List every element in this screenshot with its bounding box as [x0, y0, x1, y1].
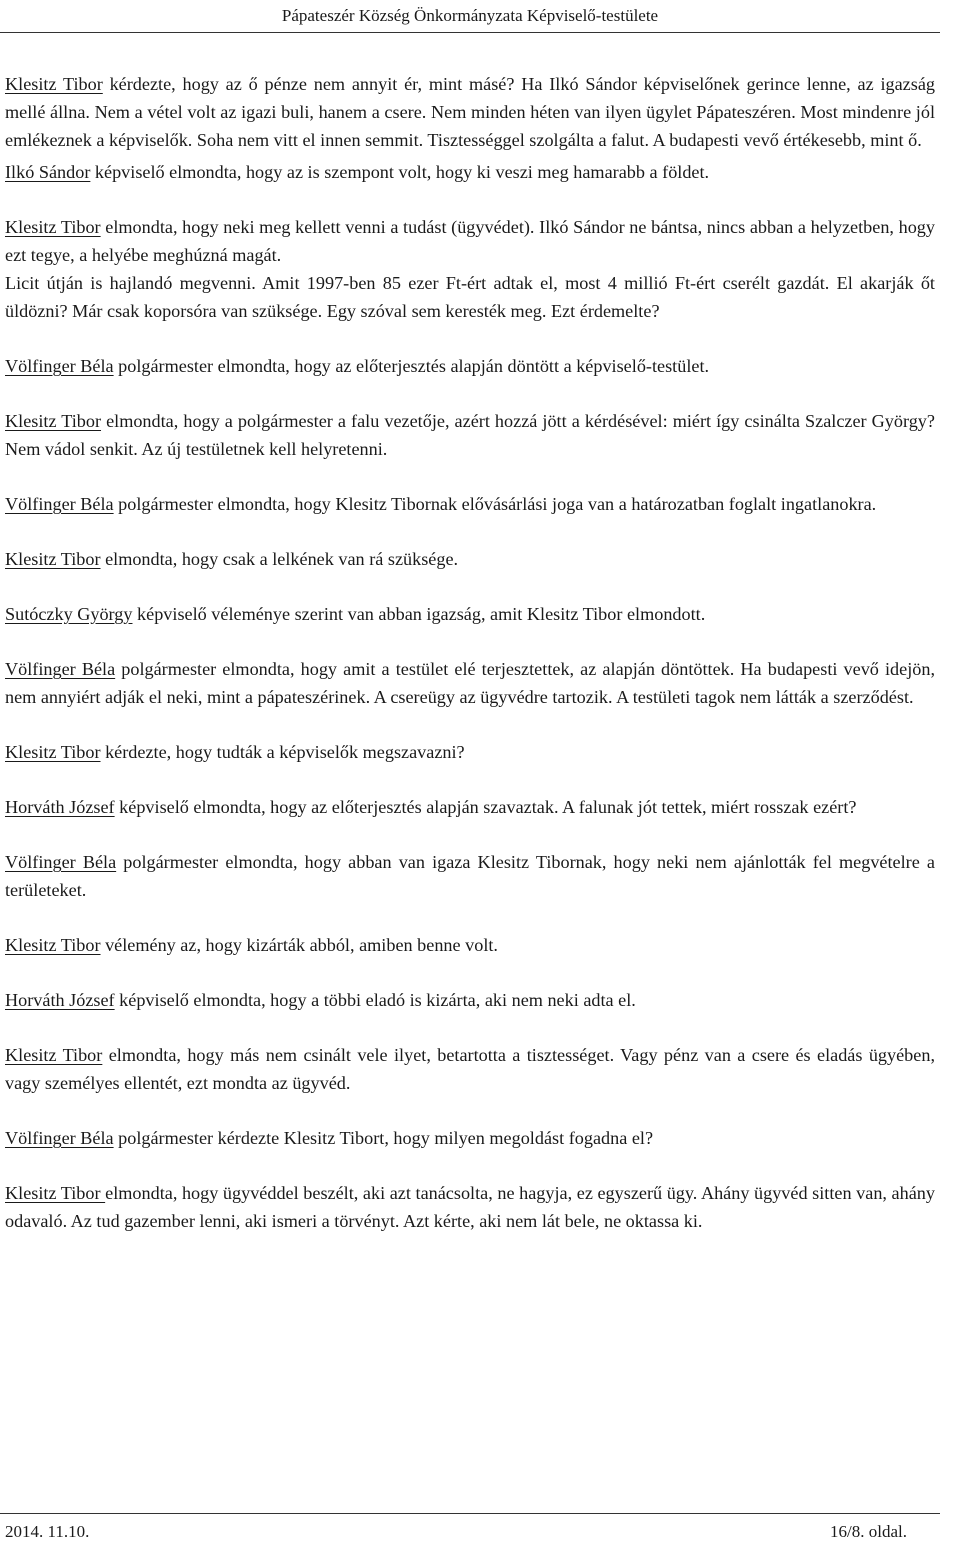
speaker-name: Völfinger Béla	[5, 1128, 114, 1148]
speaker-name: Horváth József	[5, 797, 115, 817]
header-title: Pápateszér Község Önkormányzata Képviselő-testülete	[281, 6, 659, 25]
paragraph	[5, 1124, 935, 1152]
paragraph	[5, 793, 935, 821]
paragraph	[5, 70, 935, 154]
paragraph-text: Licit útján is hajlandó megvenni. Amit 1997-ben 85 ezer Ft-ért adtak el, most 4 millió Ft-ért cserélt gazdát. El akarják őt üldözni? Már csak koporsóra van szüksége. Egy szóval sem keresték meg. Ezt érdemelte?	[5, 273, 935, 321]
paragraph	[5, 269, 935, 325]
speaker-name: Ilkó Sándor	[5, 162, 91, 182]
speaker-name: Klesitz Tibor	[5, 935, 101, 955]
speaker-name: Völfinger Béla	[5, 852, 117, 872]
paragraph-text: képviselő véleménye szerint van abban igazság, amit Klesitz Tibor elmondott.	[132, 604, 706, 624]
paragraph-text: képviselő elmondta, hogy a többi eladó is kizárta, aki nem neki adta el.	[114, 990, 636, 1010]
paragraph	[5, 655, 935, 711]
paragraph	[5, 931, 935, 959]
paragraph	[5, 1041, 935, 1097]
paragraph-text: elmondta, hogy más nem csinált vele ilyet, betartotta a tisztességet. Vagy pénz van a csere és eladás ügyében, vagy személyes ellentét, ezt mondta az ügyvéd.	[5, 1045, 935, 1093]
paragraph-text: elmondta, hogy a polgármester a falu vezetője, azért hozzá jött a kérdésével: miért így csinálta Szalczer György? Nem vádol senkit. Az új testületnek kell helyretenni.	[5, 411, 935, 459]
paragraph	[5, 158, 935, 186]
paragraph-text: képviselő elmondta, hogy az előterjesztés alapján szavaztak. A falunak jót tettek, miért rosszak ezért?	[114, 797, 857, 817]
paragraph	[5, 407, 935, 463]
page-footer	[0, 1513, 940, 1542]
paragraph-text: vélemény az, hogy kizárták abból, amiben benne volt.	[100, 935, 498, 955]
speaker-name: Klesitz Tibor	[5, 1183, 106, 1203]
speaker-name: Klesitz Tibor	[5, 742, 101, 762]
speaker-name: Sutóczky György	[5, 604, 133, 624]
page-header	[0, 0, 940, 33]
speaker-name: Klesitz Tibor	[5, 217, 101, 237]
paragraph-text: polgármester elmondta, hogy abban van igaza Klesitz Tibornak, hogy neki nem ajánlották fel megvételre a területeket.	[5, 852, 935, 900]
paragraph	[5, 738, 935, 766]
paragraph-text: polgármester elmondta, hogy amit a testület elé terjesztettek, az alapján döntöttek. Ha budapesti vevő idejön, nem annyiért adják el neki, mint a pápateszérinek. A csereügy az ügyvédre tartozik. A testületi tagok nem látták a szerződést.	[5, 659, 935, 707]
paragraph-text: képviselő elmondta, hogy az is szempont volt, hogy ki veszi meg hamarabb a földet.	[90, 162, 710, 182]
page-number: 16/8. oldal.	[830, 1522, 907, 1541]
speaker-name: Klesitz Tibor	[5, 1045, 103, 1065]
speaker-name: Klesitz Tibor	[5, 74, 103, 94]
paragraph-text: polgármester kérdezte Klesitz Tibort, hogy milyen megoldást fogadna el?	[113, 1128, 654, 1148]
paragraph-text: kérdezte, hogy tudták a képviselők megszavazni?	[100, 742, 465, 762]
paragraph-text: kérdezte, hogy az ő pénze nem annyit ér, mint másé? Ha Ilkó Sándor képviselőnek gerince lenne, az igazság mellé állna. Nem a vétel volt az igazi buli, hanem a csere. Nem minden héten van ilyen ügylet Pápateszéren. Most mindenre jól emlékeznek a képviselők. Soha nem vitt el innen semmit. Tisztességgel szolgálta a falut. A budapesti vevő értékesebb, mint ő.	[5, 74, 935, 150]
speaker-name: Klesitz Tibor	[5, 411, 102, 431]
paragraph-text: elmondta, hogy neki meg kellett venni a tudást (ügyvédet). Ilkó Sándor ne bántsa, nincs abban a helyzetben, hogy ezt tegye, a helyébe meghúzná magát.	[5, 217, 935, 265]
paragraph	[5, 600, 935, 628]
speaker-name: Horváth József	[5, 990, 115, 1010]
speaker-name: Völfinger Béla	[5, 494, 114, 514]
paragraph	[5, 352, 935, 380]
paragraph	[5, 1179, 935, 1235]
paragraph-text: elmondta, hogy ügyvéddel beszélt, aki azt tanácsolta, ne hagyja, ez egyszerű ügy. Ahány ügyvéd sitten van, ahány odavaló. Az tud gazember lenni, aki ismeri a törvényt. Azt kérte, aki nem lát bele, ne oktassa ki.	[5, 1183, 935, 1231]
footer-date: 2014. 11.10.	[5, 1522, 90, 1541]
speaker-name: Völfinger Béla	[5, 659, 116, 679]
paragraph	[5, 986, 935, 1014]
paragraph-text: elmondta, hogy csak a lelkének van rá szüksége.	[100, 549, 459, 569]
paragraph	[5, 213, 935, 269]
paragraph-text: polgármester elmondta, hogy Klesitz Tibornak elővásárlási joga van a határozatban foglalt ingatlanokra.	[113, 494, 877, 514]
paragraph	[5, 848, 935, 904]
paragraph	[5, 545, 935, 573]
speaker-name: Klesitz Tibor	[5, 549, 101, 569]
speaker-name: Völfinger Béla	[5, 356, 114, 376]
paragraph-text: polgármester elmondta, hogy az előterjesztés alapján döntött a képviselő-testület.	[113, 356, 710, 376]
document-body	[5, 70, 935, 1262]
paragraph	[5, 490, 935, 518]
